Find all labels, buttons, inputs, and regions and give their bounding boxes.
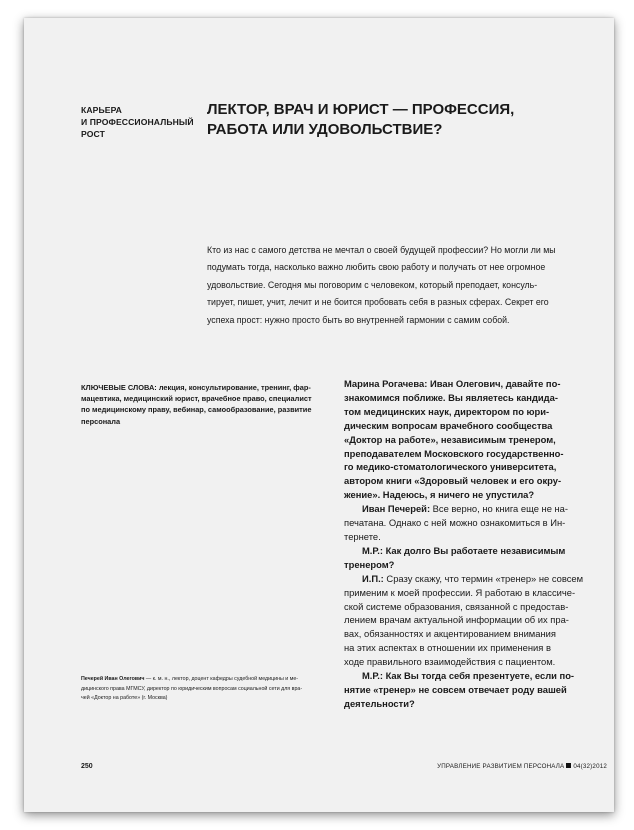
- question-line: дическим вопросам врачебного сообщества: [344, 419, 553, 431]
- answer-line: печатана. Однако с ней можно ознакомиться в Ин-: [344, 517, 566, 529]
- journal-name: УПРАВЛЕНИЕ РАЗВИТИЕМ ПЕРСОНАЛА: [437, 763, 565, 770]
- question-line: жение». Надеюсь, я ничего не упустила?: [344, 489, 535, 501]
- question-line: том медицинских наук, директором по юри-: [344, 405, 550, 417]
- section-label-line: КАРЬЕРА: [81, 105, 122, 115]
- question-line: преподавателем Московского государственно-: [344, 447, 564, 459]
- lead-line: подумать тогда, насколько важно любить свою работу и получать от нее огромное: [207, 262, 546, 273]
- article-lead: [207, 242, 587, 329]
- keywords-block: [81, 382, 341, 427]
- keywords-line: по медицинскому праву, вебинар, самообразование, развитие: [81, 405, 312, 415]
- question-line: Марина Рогачева: Иван Олегович, давайте по-: [344, 378, 561, 389]
- question-3: [344, 669, 602, 711]
- page-number: 250: [81, 763, 93, 770]
- article-title: [207, 100, 587, 139]
- author-line: дицинского права МГМСУ, директор по юридическим вопросам социальной сети для вра-: [81, 685, 303, 692]
- answer-line: на этих аспектах в отношении их применения в: [344, 642, 551, 654]
- article-title-line: РАБОТА ИЛИ УДОВОЛЬСТВИЕ?: [207, 120, 443, 138]
- lead-line: удовольствие. Сегодня мы поговорим с человеком, который преподает, консуль-: [207, 279, 538, 290]
- keywords-label: КЛЮЧЕВЫЕ СЛОВА:: [81, 383, 157, 392]
- speaker-name: И.П.:: [362, 572, 384, 584]
- question-line: знакомимся поближе. Вы являетесь кандида-: [344, 391, 558, 403]
- section-label-line: И ПРОФЕССИОНАЛЬНЫЙ: [81, 117, 194, 127]
- question-line: «Доктор на работе», независимым тренером,: [344, 433, 556, 445]
- lead-line: успеха прост: нужно просто быть во внутренней гармонии с самим собой.: [207, 314, 510, 325]
- lead-line: Кто из нас с самого детства не мечтал о своей будущей профессии? Но могли ли мы: [207, 245, 556, 255]
- author-bio: — к. м. н., лектор, доцент кафедры судебной медицины и ме-: [144, 676, 299, 682]
- author-name: Печерей Иван Олегович: [81, 676, 145, 682]
- answer-line: [344, 502, 602, 516]
- author-line: [81, 675, 341, 685]
- answer-text: Все верно, но книга еще не на-: [430, 503, 569, 515]
- answer-line: применим к моей профессии. Я работаю в классиче-: [344, 586, 576, 598]
- issue-number: 04(32)2012: [573, 763, 607, 770]
- keywords-line: [81, 382, 341, 393]
- answer-line: лением врачам актуальной информации об их пра-: [344, 614, 569, 626]
- answer-line: ской системе образования, связанной с предостав-: [344, 600, 569, 612]
- square-bullet-icon: [566, 763, 571, 768]
- question-line: го медико-стоматологического университета,: [344, 461, 557, 473]
- answer-line: тернете.: [344, 530, 381, 542]
- lead-line: тирует, пишет, учит, лечит и не боится пробовать себя в разных сферах. Секрет его: [207, 297, 549, 308]
- question-line: М.Р.: Как долго Вы работаете независимым: [362, 544, 566, 556]
- answer-text: Сразу скажу, что термин «тренер» не совсем: [383, 572, 584, 584]
- keywords-text: лекция, консультирование, тренинг, фар-: [156, 383, 311, 392]
- question-line: нятие «тренер» не совсем отвечает роду вашей: [344, 683, 567, 695]
- section-label: [81, 104, 206, 140]
- question-line: деятельности?: [344, 697, 415, 709]
- answer-line: ходе правильного взаимодействия с пациентом.: [344, 656, 556, 668]
- question-1: [344, 377, 602, 502]
- question-2: [344, 544, 602, 572]
- answer-line: [344, 572, 602, 586]
- speaker-name: Иван Печерей:: [362, 503, 431, 515]
- keywords-line: персонала: [81, 416, 121, 426]
- section-label-line: РОСТ: [81, 129, 105, 139]
- magazine-page: [24, 18, 614, 812]
- answer-line: вах, обязанностях и акцентированием внимания: [344, 628, 556, 640]
- running-footer: [417, 763, 607, 770]
- author-line: чей «Доктор на работе» (г. Москва): [81, 695, 168, 702]
- answer-1: [344, 502, 602, 544]
- article-title-line: ЛЕКТОР, ВРАЧ И ЮРИСТ — ПРОФЕССИЯ,: [207, 101, 515, 118]
- interview-text: [344, 377, 602, 711]
- keywords-line: мацевтика, медицинский юрист, врачебное право, специалист: [81, 394, 312, 404]
- author-info: [81, 675, 341, 704]
- question-line: М.Р.: Как Вы тогда себя презентуете, если по-: [362, 670, 575, 682]
- answer-2: [344, 572, 602, 669]
- question-line: тренером?: [344, 558, 395, 570]
- question-line: автором книги «Здоровый человек и его окру-: [344, 475, 562, 487]
